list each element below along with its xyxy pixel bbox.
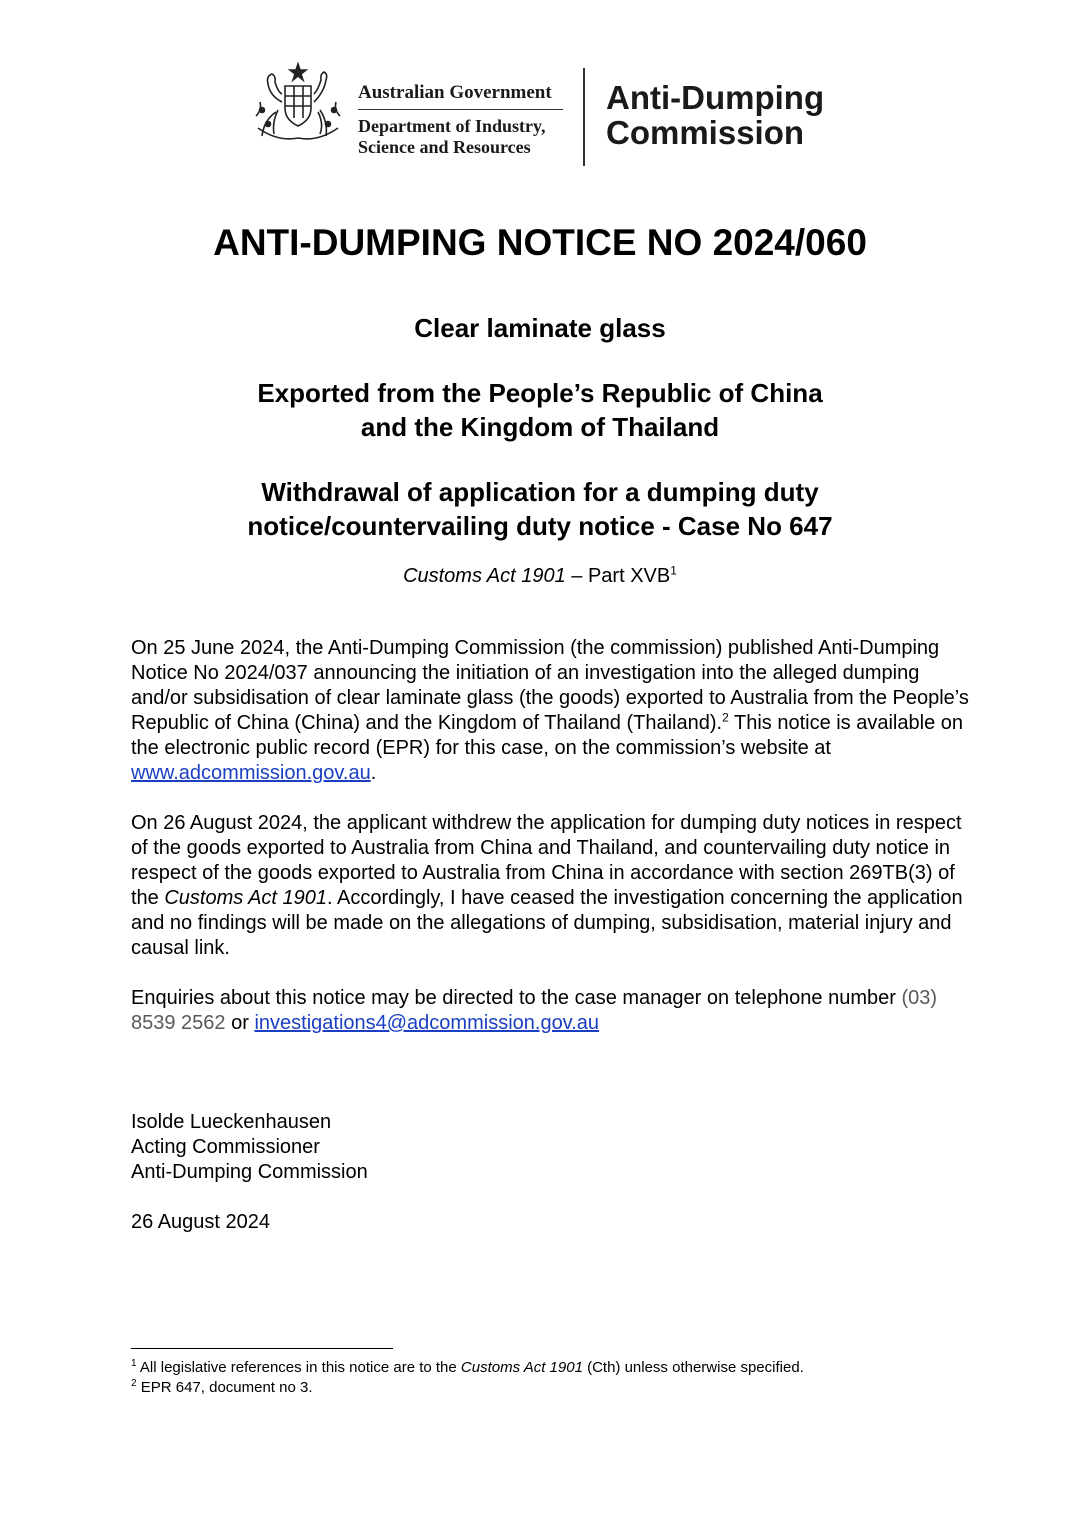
footnote-1-number: 1 (131, 1358, 137, 1369)
paragraph-initiation (131, 636, 976, 786)
footnote-1 (131, 1358, 804, 1377)
signature-block (131, 1110, 368, 1185)
withdrawal-line-2: notice/countervailing duty notice - Case No 647 (247, 511, 833, 541)
export-origin-line-2: and the Kingdom of Thailand (360, 412, 720, 442)
footnote-ref-2[interactable]: 2 (722, 710, 729, 725)
export-origin-line-1: Exported from the People’s Republic of China (257, 378, 823, 408)
paragraph-withdrawal-text-b: . Accordingly, I have ceased the investigation concerning the application and no findings will be made on the allegations of dumping, subsidisation, material injury and causal link. (131, 887, 963, 959)
act-part: – Part XVB (565, 565, 671, 587)
paragraph-withdrawal-text-a: On 26 August 2024, the applicant withdrew the application for dumping duty notices in respect of the goods exported to Australia from China and Thailand, and countervailing duty notice in respect of the goods exported to Australia from China in accordance with section 269TB(3) of the (131, 812, 962, 909)
goods-subtitle: Clear laminate glass (414, 313, 666, 343)
paragraph-enquiries-text-a: Enquiries about this notice may be directed to the case manager on telephone number (131, 987, 902, 1009)
withdrawal-line-1: Withdrawal of application for a dumping duty (261, 477, 819, 507)
commission-line-2: Commission (606, 114, 805, 151)
act-reference (0, 563, 1080, 589)
act-name: Customs Act 1901 (403, 565, 566, 587)
paragraph-initiation-text-c: . (370, 762, 377, 784)
paragraph-enquiries (131, 986, 976, 1036)
commission-name (606, 80, 824, 150)
notice-title: ANTI-DUMPING NOTICE NO 2024/060 (213, 222, 867, 263)
footnote-ref-1[interactable]: 1 (670, 563, 677, 578)
paragraph-withdrawal (131, 811, 976, 961)
commission-line-1: Anti-Dumping (606, 79, 825, 116)
footnote-divider (131, 1348, 393, 1349)
signatory-role: Acting Commissioner (131, 1136, 320, 1158)
commission-website-link[interactable]: www.adcommission.gov.au (131, 762, 371, 784)
government-name: Australian Government (358, 82, 563, 110)
paragraph-enquiries-text-b: or (225, 1012, 255, 1034)
notice-date: 26 August 2024 (131, 1211, 271, 1233)
letterhead (248, 62, 848, 172)
email-link[interactable]: investigations4@adcommission.gov.au (254, 1012, 600, 1034)
department-line-2: Science and Resources (358, 137, 531, 157)
footnote-1-text-b: (Cth) unless otherwise specified. (582, 1359, 804, 1376)
footnote-2 (131, 1378, 313, 1397)
footnote-1-act: Customs Act 1901 (460, 1359, 583, 1376)
footnote-2-number: 2 (131, 1378, 137, 1389)
paragraph-initiation-text-b: This notice is available on the electronic public record (EPR) for this case, on the commission’s website at (131, 712, 963, 759)
header-divider (583, 68, 585, 166)
signatory-organisation: Anti-Dumping Commission (131, 1161, 368, 1183)
government-name-block (358, 82, 563, 158)
footnote-2-text: EPR 647, document no 3. (136, 1379, 313, 1396)
signatory-name: Isolde Lueckenhausen (131, 1111, 332, 1133)
department-line-1: Department of Industry, (358, 116, 546, 136)
paragraph-withdrawal-act: Customs Act 1901 (164, 887, 328, 909)
phone-number[interactable]: (03) 8539 2562 (131, 987, 938, 1034)
export-origin-subtitle (0, 376, 1080, 444)
footnote-1-text-a: All legislative references in this notice are to the (136, 1359, 461, 1376)
withdrawal-subtitle (0, 475, 1080, 543)
coat-of-arms-icon (248, 62, 348, 146)
paragraph-initiation-text-a: On 25 June 2024, the Anti-Dumping Commission (the commission) published Anti-Dumping Notice No 2024/037 announcing the initiation of an investigation into the alleged dumping and/or subsidisation of clear laminate glass (the goods) exported to Australia from the People’s Republic of China (China) and the Kingdom of Thailand (Thailand). (131, 637, 969, 734)
